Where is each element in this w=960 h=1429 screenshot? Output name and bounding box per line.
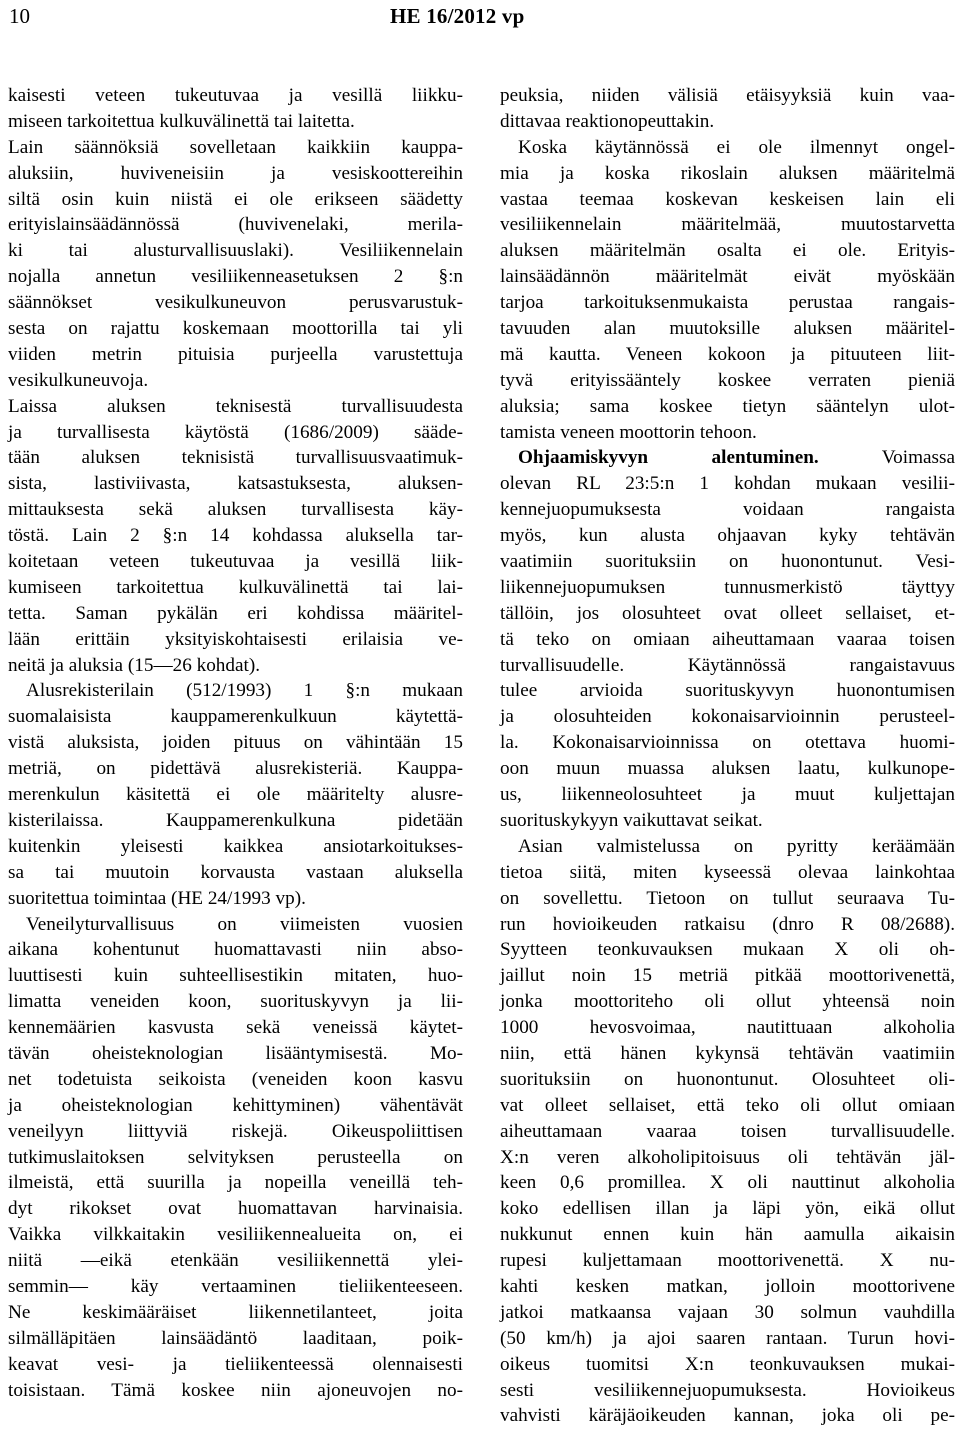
- text-line: kennemäärien kasvusta sekä veneissä käytet-: [8, 1017, 463, 1039]
- text-line: tä teko on omiaan aiheuttamaan vaaraa toisen: [500, 628, 955, 650]
- text-line: aluksia; sama koskee tietyn sääntelyn ulot-: [500, 395, 955, 417]
- text-line: aikana kohentunut huomattavasti niin abso-: [8, 939, 463, 961]
- text-line: ja olosuhteiden kokonaisarvioinnin perusteel-: [500, 706, 955, 728]
- text-line: kisterilaissa. Kauppamerenkulkuna pidetään: [8, 809, 463, 831]
- text-line: vaatimiin suorituksiin on huonontunut. Vesi-: [500, 551, 955, 573]
- text-line: mittauksesta sekä aluksen turvallisesta käy-: [8, 499, 463, 521]
- page-number: 10: [9, 4, 30, 28]
- text-line: kennejuopumuksesta voidaan rangaista: [500, 499, 955, 521]
- text-line: luuttisesti kuin suhteellisestikin mitaten, huo-: [8, 965, 463, 987]
- text-line: tyvä erityissääntely koskee verraten pieniä: [500, 369, 955, 391]
- text-line: la. Kokonaisarvioinnissa on otettava huomi-: [500, 732, 955, 754]
- text-line: suoritettua toimintaa (HE 24/1993 vp).: [8, 887, 306, 909]
- text-line: vastaa teemaa koskevan keskeisen lain eli: [500, 188, 955, 210]
- text-line: nojalla annetun vesiliikenneasetuksen 2 §:n: [8, 266, 463, 288]
- text-line: niin, että hänen kykynsä tehtävän vaatimiin: [500, 1042, 955, 1064]
- text-line: 1000 hevosvoimaa, nautittuaan alkoholia: [500, 1017, 955, 1039]
- text-line: jatkoi matkaansa vajaan 30 solmun vauhdilla: [500, 1301, 955, 1323]
- text-line: oikeus tuomitsi X:n teonkuvauksen mukai-: [500, 1353, 955, 1375]
- text-line: nukkunut ennen kuin hän aamulla aikaisin: [500, 1224, 955, 1246]
- text-line: aiheuttamaan vaaraa toisen turvallisuudelle.: [500, 1120, 955, 1142]
- section-heading: Ohjaamiskyvyn alentuminen.: [518, 447, 819, 469]
- line-text: Voimassa: [818, 447, 955, 469]
- text-line: aluksiin, huviveneisiin ja vesiskoottereihin: [8, 162, 463, 184]
- text-line: toisistaan. Tämä koskee niin ajoneuvojen no-: [8, 1379, 463, 1401]
- text-line: veneilyyn liittyviä riskejä. Oikeuspoliittisen: [8, 1120, 463, 1142]
- text-line: net todetuista seikoista (veneiden koon kasvu: [8, 1068, 463, 1090]
- text-line: myös, kun alusta ohjaavan kyky tehtävän: [500, 525, 955, 547]
- text-line: us, liikenneolosuhteet ja muut kuljettajan: [500, 784, 955, 806]
- text-line: lainsäädännön määritelmät eivät myöskään: [500, 266, 955, 288]
- right-text-column: [500, 83, 955, 1429]
- text-line: sista, lastiviivasta, katsastuksesta, aluksen-: [8, 473, 463, 495]
- text-line: merenkulun käsitettä ei ole määritelty alusre-: [8, 784, 463, 806]
- text-line: keen 0,6 promillea. X oli nauttinut alkoholia: [500, 1172, 955, 1194]
- text-line: aluksen määritelmän osalta ei ole. Erityis-: [500, 240, 955, 262]
- text-line: säännökset vesikulkuneuvon perusvarustuk-: [8, 292, 463, 314]
- text-line: ki tai alusturvallisuuslaki). Vesiliikennelain: [8, 240, 463, 262]
- text-line: Asian valmistelussa on pyritty keräämään: [518, 835, 955, 857]
- text-line: vat olleet sellaiset, että teko oli ollut omiaan: [500, 1094, 955, 1116]
- text-line: suorituksiin on huonontunut. Olosuhteet oli-: [500, 1068, 955, 1090]
- text-line: Alusrekisterilain (512/1993) 1 §:n mukaan: [26, 680, 463, 702]
- text-line: Koska käytännössä ei ole ilmennyt ongel-: [518, 136, 955, 158]
- text-line: (50 km/h) ja ajoi saaren rantaan. Turun hovi-: [500, 1327, 955, 1349]
- text-line: sa tai muutoin korvausta vastaan aluksella: [8, 861, 463, 883]
- text-line: tavuuden alan muutoksille aluksen määritel-: [500, 318, 955, 340]
- text-line: sesta on rajattu koskemaan moottorilla tai yli: [8, 318, 463, 340]
- text-line: [500, 445, 955, 471]
- text-line: tetta. Saman pykälän eri kohdissa määritel-: [8, 602, 463, 624]
- text-line: tamista veneen moottorin tehoon.: [500, 421, 757, 443]
- text-line: suomalaisista kauppamerenkulkuun käytettä-: [8, 706, 463, 728]
- text-line: olevan RL 23:5:n 1 kohdan mukaan vesilii-: [500, 473, 955, 495]
- text-line: Laissa aluksen teknisestä turvallisuudesta: [8, 395, 463, 417]
- text-line: koko edellisen illan ja läpi yön, eikä ollut: [500, 1198, 955, 1220]
- text-line: tarjoa tarkoituksenmukaista perustaa rangais-: [500, 292, 955, 314]
- text-line: limatta veneiden koon, suorituskyvyn ja lii-: [8, 991, 463, 1013]
- text-line: oon muun muassa aluksen laatu, kulkunope-: [500, 758, 955, 780]
- text-line: on sovellettu. Tietoon on tullut seuraava Tu-: [500, 887, 955, 909]
- text-line: tutkimuslaitoksen selvityksen perusteella on: [8, 1146, 463, 1168]
- text-line: X:n veren alkoholipitoisuus oli tehtävän jäl-: [500, 1146, 955, 1168]
- text-line: kahti kesken matkan, jolloin moottorivene: [500, 1275, 955, 1297]
- text-line: turvallisuudelle. Käytännössä rangaistavuus: [500, 654, 955, 676]
- text-line: miseen tarkoitettua kulkuvälinettä tai laitetta.: [8, 110, 355, 132]
- text-line: neitä ja aluksia (15—26 kohdat).: [8, 654, 261, 676]
- text-line: silmälläpitäen lainsäädäntö laaditaan, poik-: [8, 1327, 463, 1349]
- text-line: vesiliikennelain määritelmää, muutostarvetta: [500, 214, 955, 236]
- text-line: mia ja koska rikoslain aluksen määritelmä: [500, 162, 955, 184]
- text-line: Vaikka vilkkaitakin vesiliikennealueita on, ei: [8, 1224, 463, 1246]
- text-line: lään erittäin yksityiskohtaisesti erilaisia ve-: [8, 628, 463, 650]
- page-header: [0, 0, 960, 36]
- text-line: suorituskykyyn vaikuttavat seikat.: [500, 809, 763, 831]
- text-line: tietoa siitä, miten kyseessä olevaa lainkohtaa: [500, 861, 955, 883]
- text-line: ilmeistä, että suurilla ja nopeilla veneillä teh-: [8, 1172, 463, 1194]
- text-line: mä kautta. Veneen kokoon ja pituuteen liit-: [500, 343, 955, 365]
- text-line: erityislainsäädännössä (huvivenelaki, merila-: [8, 214, 463, 236]
- text-line: liikennejuopumuksen tunnusmerkistö täyttyy: [500, 576, 955, 598]
- text-line: jaillut noin 15 metriä pitkää moottorivenettä,: [500, 965, 955, 987]
- text-line: peuksia, niiden välisiä etäisyyksiä kuin vaa-: [500, 85, 955, 106]
- text-line: tulee arvioida suorituskyvyn huonontumisen: [500, 680, 955, 702]
- text-line: dyt rikokset ovat huomattavan harvinaisia.: [8, 1198, 463, 1220]
- text-line: tällöin, jos olosuhteet ovat olleet sellaiset, et-: [500, 602, 955, 624]
- text-line: metriä, on pidettävä alusrekisteriä. Kauppa-: [8, 758, 463, 780]
- text-line: Ne keskimääräiset liikennetilanteet, joita: [8, 1301, 463, 1323]
- left-text-column: [8, 83, 463, 1403]
- text-line: run hovioikeuden ratkaisu (dnro R 08/2688).: [500, 913, 955, 935]
- text-line: semmin— käy vertaaminen tieliikenteeseen.: [8, 1275, 463, 1297]
- text-line: vesikulkuneuvoja.: [8, 369, 149, 391]
- text-line: rupesi kuljettamaan moottorivenettä. X nu-: [500, 1250, 955, 1272]
- text-line: niitä —eikä etenkään vesiliikennettä ylei-: [8, 1250, 463, 1272]
- text-line: ja turvallisesta käytöstä (1686/2009) sääde-: [8, 421, 463, 443]
- text-line: Lain säännöksiä sovelletaan kaikkiin kauppa-: [8, 136, 463, 158]
- text-line: viiden metrin pituisia purjeella varustettuja: [8, 343, 463, 365]
- text-line: koitetaan veteen tukeutuvaa ja vesillä liik-: [8, 551, 463, 573]
- text-line: dittavaa reaktionopeuttakin.: [500, 110, 715, 132]
- text-line: kuitenkin yleisesti kaikkea ansiotarkoitukses-: [8, 835, 463, 857]
- text-line: Veneilyturvallisuus on viimeisten vuosien: [26, 913, 463, 935]
- text-line: Syytteen teonkuvauksen mukaan X oli oh-: [500, 939, 955, 961]
- text-line: töstä. Lain 2 §:n 14 kohdassa aluksella tar-: [8, 525, 463, 547]
- document-id: HE 16/2012 vp: [390, 4, 525, 28]
- text-line: siltä osin kuin niistä ei ole erikseen säädetty: [8, 188, 463, 210]
- text-line: tään aluksen teknisistä turvallisuusvaatimuk-: [8, 447, 463, 469]
- text-line: jonka moottoriteho oli ollut yhteensä noin: [500, 991, 955, 1013]
- text-line: vahvisti käräjäoikeuden kannan, joka oli pe-: [500, 1405, 955, 1427]
- text-line: tävän oheisteknologian lisääntymisestä. Mo-: [8, 1042, 463, 1064]
- text-line: sesti vesiliikennejuopumuksesta. Hovioikeus: [500, 1379, 955, 1401]
- text-line: ja oheisteknologian kehittyminen) vähentävät: [8, 1094, 463, 1116]
- text-line: kumiseen tarkoitettua kulkuvälinettä tai lai-: [8, 576, 463, 598]
- text-line: kaisesti veteen tukeutuvaa ja vesillä liikku-: [8, 85, 463, 106]
- text-line: keavat vesi- ja tieliikenteessä olennaisesti: [8, 1353, 463, 1375]
- text-line: vistä aluksista, joiden pituus on vähintään 15: [8, 732, 463, 754]
